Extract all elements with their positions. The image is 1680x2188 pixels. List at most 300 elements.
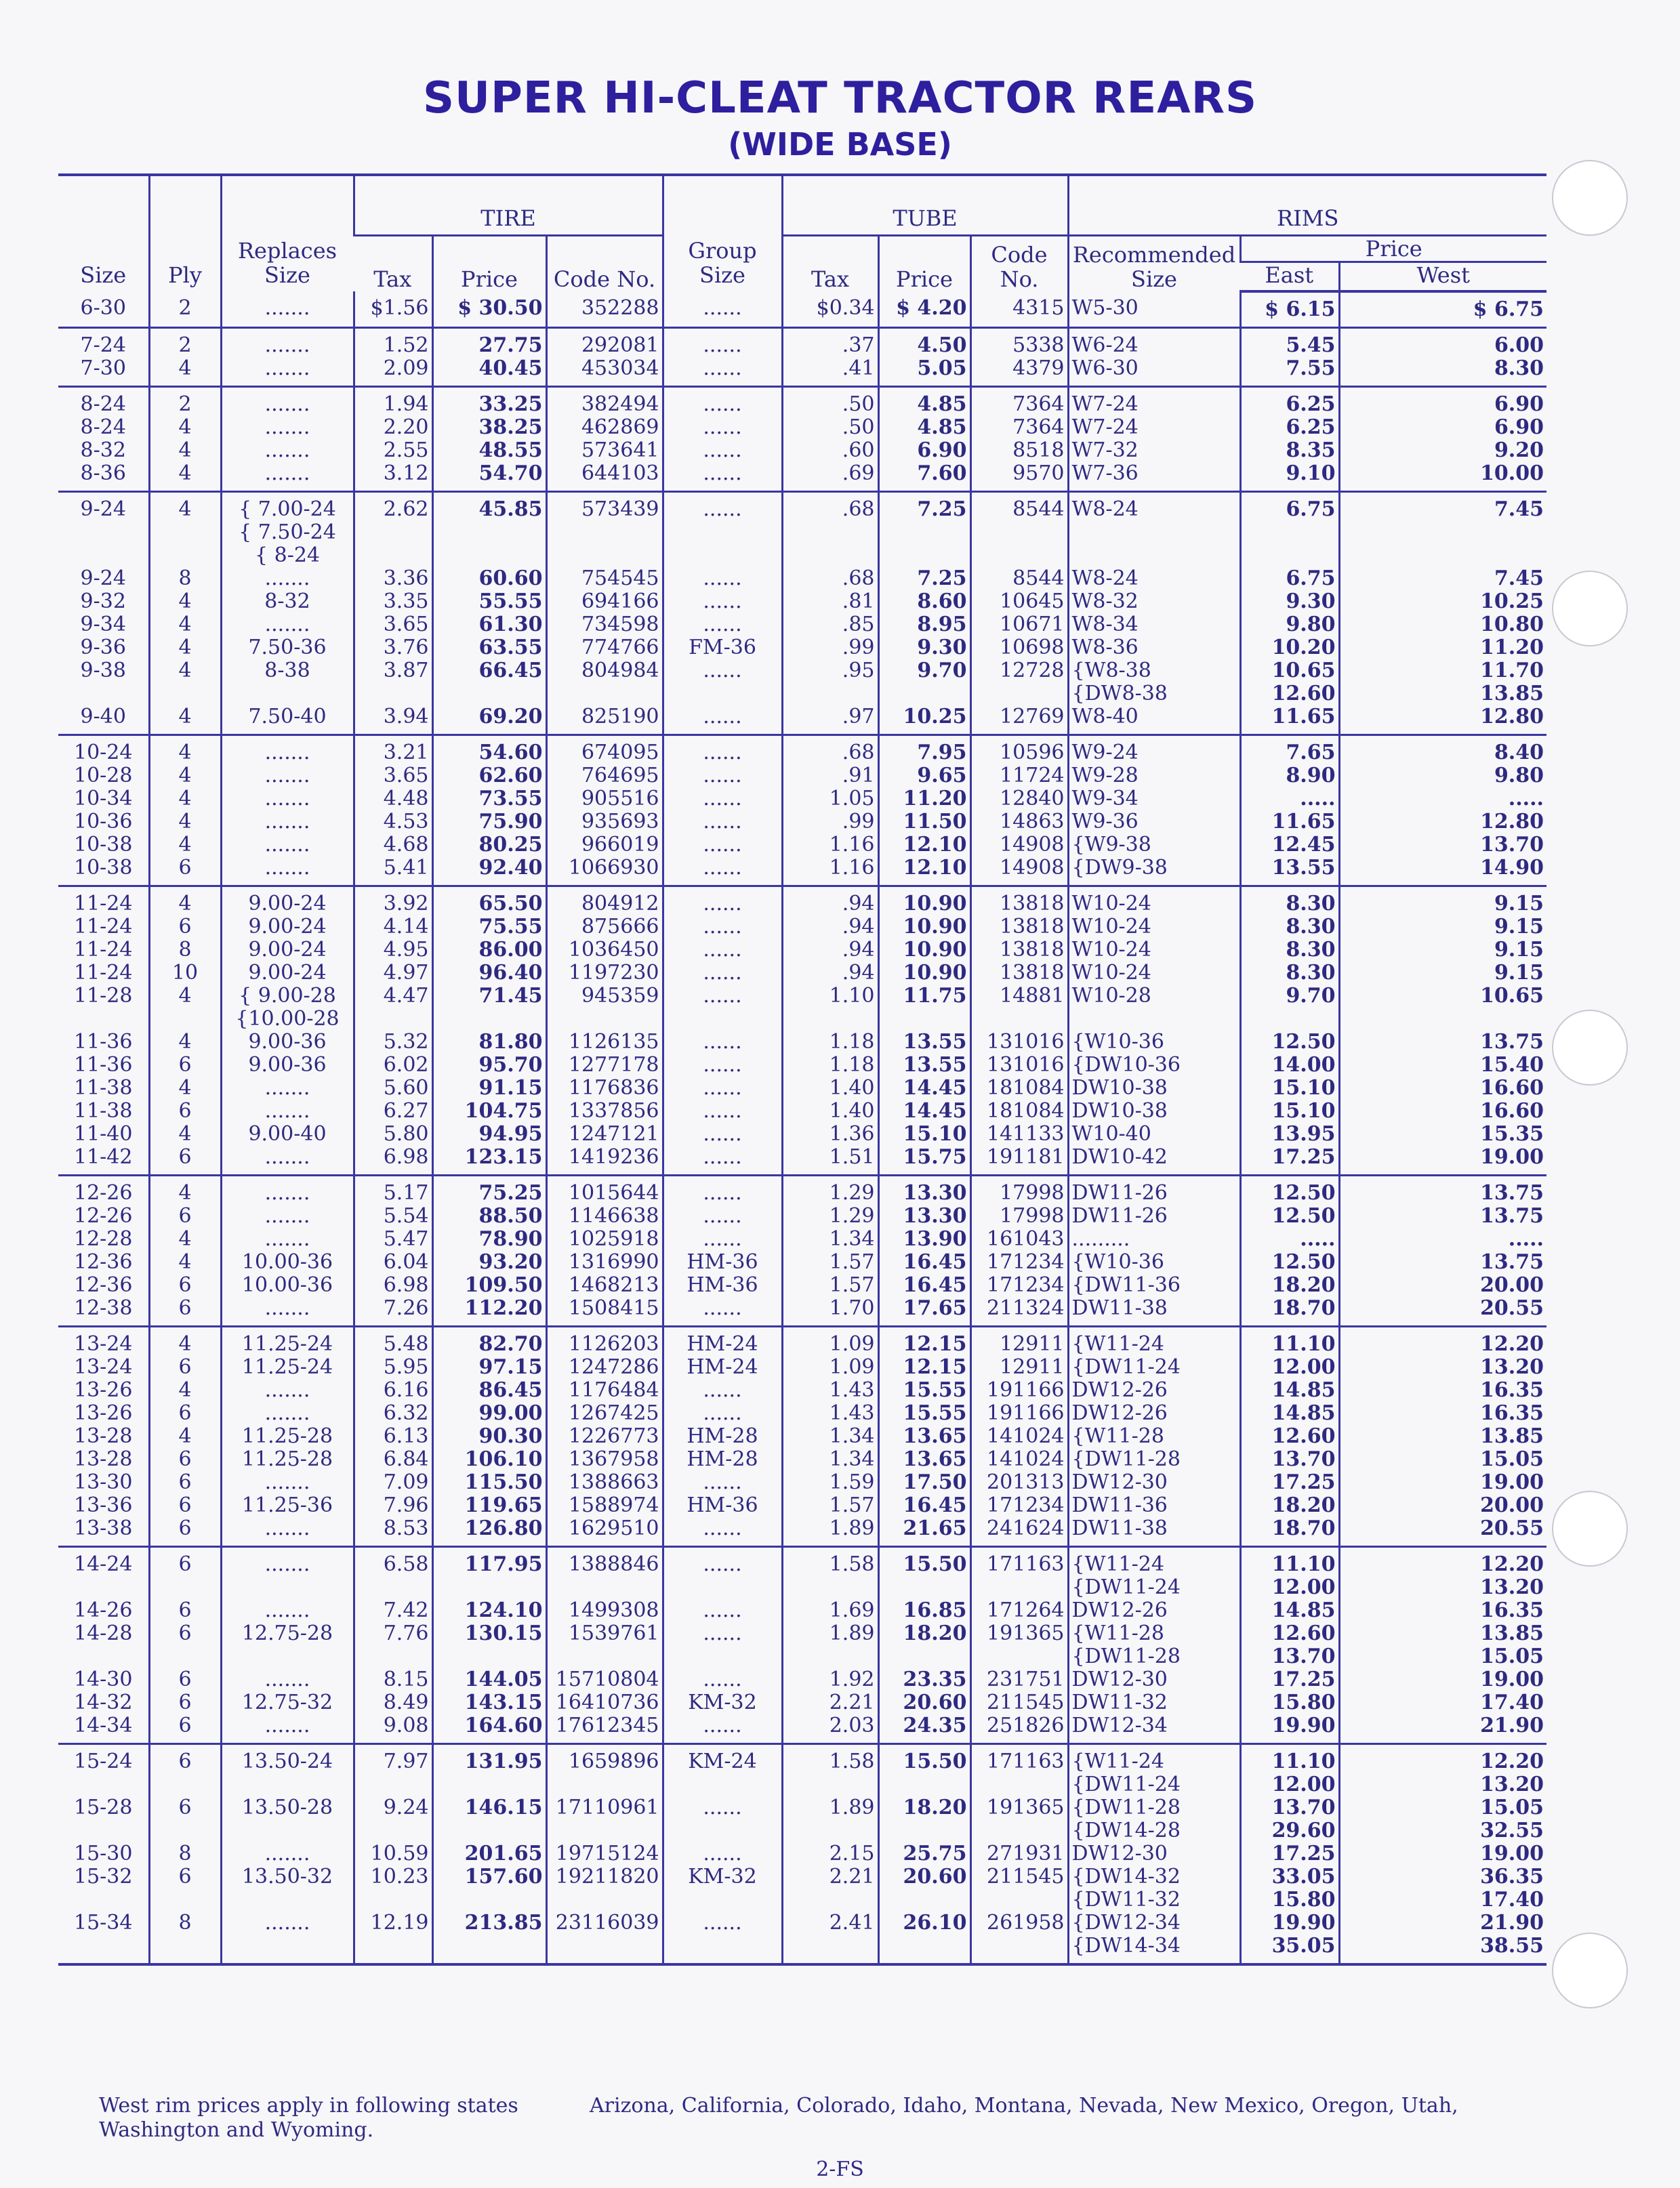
tube-code-cell: 211324 (970, 1297, 1068, 1327)
replaces-size-cell: ....... (221, 1297, 354, 1327)
ply-cell: 6 (149, 1356, 221, 1379)
tire-tax-cell: 6.32 (354, 1402, 432, 1425)
group-size-cell: ...... (663, 764, 782, 787)
rim-price-east-cell: 13.55 (1240, 856, 1339, 886)
table-row (58, 1622, 1546, 1668)
tube-price-cell: 9.70 (878, 659, 970, 705)
rim-price-east-cell: 6.75 (1240, 492, 1339, 568)
ply-cell: 8 (149, 938, 221, 962)
size-group (58, 1176, 1546, 1327)
tube-tax-cell: 2.15 (782, 1842, 878, 1865)
rim-price-east-cell: 14.85 (1240, 1599, 1339, 1622)
tire-price-cell: 62.60 (432, 764, 546, 787)
footer-note: West rim prices apply in following states Washington and Wyoming. (99, 2094, 518, 2142)
tube-code-cell: 201313 (970, 1471, 1068, 1494)
tire-tax-cell: 9.24 (354, 1796, 432, 1842)
tire-price-cell: 90.30 (432, 1425, 546, 1448)
size-cell: 13-30 (74, 1470, 133, 1494)
table-row (58, 1176, 1546, 1205)
rim-size-cell: {DW11-28 {DW14-28 (1068, 1796, 1240, 1842)
ply-cell: 2 (149, 291, 221, 328)
tube-tax-cell: $0.34 (782, 291, 878, 328)
tube-tax-cell: .99 (782, 636, 878, 659)
col-group: Group Size (663, 175, 782, 291)
size-group (58, 328, 1546, 387)
replaces-size-cell: 7.50-36 (221, 636, 354, 659)
rim-price-east-cell: 7.65 (1240, 735, 1339, 765)
tire-tax-cell: 3.87 (354, 659, 432, 705)
tube-price-cell: 10.90 (878, 938, 970, 962)
tire-price-cell: 54.70 (432, 462, 546, 492)
tire-code-cell: 1316990 (546, 1251, 663, 1274)
ply-cell: 4 (149, 659, 221, 705)
tube-code-cell: 14881 (970, 985, 1068, 1031)
tire-code-cell: 1419236 (546, 1146, 663, 1176)
tube-code-cell: 4379 (970, 357, 1068, 387)
tube-price-cell: 9.30 (878, 636, 970, 659)
tire-code-cell: 1367958 (546, 1448, 663, 1471)
rim-price-west-cell: ..... (1339, 787, 1546, 810)
rim-size-cell: W6-30 (1068, 357, 1240, 387)
size-group (58, 1744, 1546, 1965)
tire-code-cell: 1197230 (546, 962, 663, 985)
tire-price-cell: 63.55 (432, 636, 546, 659)
tire-code-cell: 754545 (546, 567, 663, 590)
tube-price-cell: 7.25 (878, 567, 970, 590)
tube-tax-cell: .50 (782, 387, 878, 417)
ply-cell: 6 (149, 1796, 221, 1842)
tire-tax-cell: 6.16 (354, 1379, 432, 1402)
tube-tax-cell: .85 (782, 613, 878, 636)
table-row (58, 833, 1546, 856)
rim-price-west-cell: 9.15 (1339, 915, 1546, 938)
tube-code-cell: 141024 (970, 1425, 1068, 1448)
tire-code-cell: 1468213 (546, 1274, 663, 1297)
replaces-size-cell: 11.25-24 (221, 1327, 354, 1357)
tire-code-cell: 17612345 (546, 1714, 663, 1744)
tire-price-cell: 99.00 (432, 1402, 546, 1425)
size-group (58, 291, 1546, 328)
tire-code-cell: 875666 (546, 915, 663, 938)
rim-price-east-cell: 14.00 (1240, 1054, 1339, 1077)
tire-code-cell: 19211820 (546, 1865, 663, 1912)
tube-code-cell: 171163 (970, 1744, 1068, 1797)
tube-code-cell: 5338 (970, 328, 1068, 358)
replaces-size-cell: ....... (221, 439, 354, 462)
rim-price-east-cell: 12.50 (1240, 1176, 1339, 1205)
tube-tax-cell: .41 (782, 357, 878, 387)
rim-price-west-cell: 10.80 (1339, 613, 1546, 636)
rim-size-cell: {W11-28 (1068, 1425, 1240, 1448)
rim-size-cell: DW11-38 (1068, 1517, 1240, 1547)
rim-size-cell: DW10-42 (1068, 1146, 1240, 1176)
replaces-size-cell: 9.00-24 (221, 938, 354, 962)
replaces-size-cell: 10.00-36 (221, 1251, 354, 1274)
replaces-size-cell: 11.25-28 (221, 1448, 354, 1471)
replaces-size-cell: 9.00-36 (221, 1054, 354, 1077)
size-cell: 11-24 (74, 892, 133, 915)
tire-code-cell: 966019 (546, 833, 663, 856)
tube-code-cell: 131016 (970, 1031, 1068, 1054)
tire-tax-cell: 2.09 (354, 357, 432, 387)
rim-size-cell: W8-24 (1068, 567, 1240, 590)
tube-code-cell: 191365 (970, 1622, 1068, 1668)
replaces-size-cell: ....... (221, 1228, 354, 1251)
tire-price-cell: 109.50 (432, 1274, 546, 1297)
group-size-cell: ...... (663, 291, 782, 328)
rim-price-west-cell: 15.40 (1339, 1054, 1546, 1077)
size-cell: 15-30 (74, 1842, 133, 1865)
replaces-size-cell: { 7.00-24 { 7.50-24 { 8-24 (221, 492, 354, 568)
replaces-size-cell: ....... (221, 1842, 354, 1865)
tube-tax-cell: 1.69 (782, 1599, 878, 1622)
ply-cell: 6 (149, 1691, 221, 1714)
rim-size-cell: W10-24 (1068, 962, 1240, 985)
tube-price-cell: 14.45 (878, 1100, 970, 1123)
rim-price-east-cell: 15.10 (1240, 1100, 1339, 1123)
tube-code-cell: 261958 (970, 1912, 1068, 1964)
table-row (58, 567, 1546, 590)
rim-price-east-cell: 8.35 (1240, 439, 1339, 462)
ply-cell: 6 (149, 1297, 221, 1327)
tire-price-cell: 75.55 (432, 915, 546, 938)
size-group (58, 1547, 1546, 1744)
group-size-cell: KM-24 (663, 1744, 782, 1797)
size-cell: 13-24 (74, 1332, 133, 1356)
size-cell: 11-38 (74, 1099, 133, 1123)
tire-price-cell: 97.15 (432, 1356, 546, 1379)
tire-tax-cell: 2.62 (354, 492, 432, 568)
tube-price-cell: 18.20 (878, 1622, 970, 1668)
rim-price-west-cell: 8.30 (1339, 357, 1546, 387)
tube-price-cell: 20.60 (878, 1691, 970, 1714)
tire-tax-cell: 8.53 (354, 1517, 432, 1547)
tube-code-cell: 12911 (970, 1327, 1068, 1357)
tube-code-cell: 8544 (970, 567, 1068, 590)
tire-tax-cell: 4.14 (354, 915, 432, 938)
replaces-size-cell: ....... (221, 1379, 354, 1402)
size-cell: 8-24 (80, 415, 126, 439)
rim-size-cell: W8-40 (1068, 705, 1240, 735)
tire-code-cell: 935693 (546, 810, 663, 833)
group-size-cell: ...... (663, 1054, 782, 1077)
rim-size-cell: {DW14-32 {DW11-32 (1068, 1865, 1240, 1912)
tire-code-cell: 804912 (546, 886, 663, 916)
tube-code-cell: 17998 (970, 1176, 1068, 1205)
tire-tax-cell: 7.96 (354, 1494, 432, 1517)
rim-price-east-cell: 8.30 (1240, 886, 1339, 916)
tube-price-cell: 4.85 (878, 416, 970, 439)
table-row (58, 1077, 1546, 1100)
size-cell: 11-24 (74, 915, 133, 938)
replaces-size-cell: 9.00-24 (221, 962, 354, 985)
tire-price-cell: 92.40 (432, 856, 546, 886)
rim-price-west-cell: 19.00 (1339, 1146, 1546, 1176)
tire-price-cell: 94.95 (432, 1123, 546, 1146)
replaces-size-cell: ....... (221, 735, 354, 765)
table-row (58, 462, 1546, 492)
tire-code-cell: 1066930 (546, 856, 663, 886)
tire-code-cell: 825190 (546, 705, 663, 735)
tube-code-cell: 11724 (970, 764, 1068, 787)
size-cell: 13-26 (74, 1401, 133, 1425)
size-cell: 13-26 (74, 1378, 133, 1402)
tube-tax-cell: .68 (782, 735, 878, 765)
ply-cell: 4 (149, 462, 221, 492)
tube-tax-cell: .50 (782, 416, 878, 439)
tube-tax-cell: 1.40 (782, 1077, 878, 1100)
rim-price-east-cell: 10.20 (1240, 636, 1339, 659)
size-cell: 11-38 (74, 1076, 133, 1100)
tube-price-cell: 7.60 (878, 462, 970, 492)
rim-price-east-cell: 18.70 (1240, 1297, 1339, 1327)
rim-price-west-cell: 9.15 (1339, 886, 1546, 916)
tube-price-cell: 6.90 (878, 439, 970, 462)
tire-price-cell: 93.20 (432, 1251, 546, 1274)
tire-tax-cell: 3.65 (354, 764, 432, 787)
tube-code-cell: 191166 (970, 1379, 1068, 1402)
rim-size-cell: W9-36 (1068, 810, 1240, 833)
tube-tax-cell: 1.70 (782, 1297, 878, 1327)
rim-size-cell: W7-24 (1068, 416, 1240, 439)
size-cell: 13-38 (58, 1517, 149, 1547)
size-cell: 10-36 (74, 810, 133, 833)
group-size-cell: ...... (663, 1100, 782, 1123)
replaces-size-cell: ....... (221, 613, 354, 636)
tire-tax-cell: 3.92 (354, 886, 432, 916)
replaces-size-cell: ....... (221, 1668, 354, 1691)
ply-cell: 6 (149, 1448, 221, 1471)
ply-cell: 4 (149, 357, 221, 387)
tube-price-cell: 10.25 (878, 705, 970, 735)
group-size-cell: ...... (663, 1146, 782, 1176)
replaces-size-cell: ....... (221, 1547, 354, 1600)
table-row (58, 735, 1546, 765)
tube-price-cell: 20.60 (878, 1865, 970, 1912)
replaces-size-cell: 11.25-36 (221, 1494, 354, 1517)
table-row (58, 1297, 1546, 1327)
tube-code-cell: 10698 (970, 636, 1068, 659)
group-size-cell: ...... (663, 613, 782, 636)
rim-price-west-cell: 19.00 (1339, 1471, 1546, 1494)
replaces-size-cell: ....... (221, 1599, 354, 1622)
tube-code-cell: 12911 (970, 1356, 1068, 1379)
size-cell: 12-26 (74, 1181, 133, 1205)
table-row (58, 1228, 1546, 1251)
size-cell: 15-28 (74, 1796, 133, 1819)
replaces-size-cell: 8-38 (221, 659, 354, 705)
ply-cell: 6 (149, 1054, 221, 1077)
tire-price-cell: 144.05 (432, 1668, 546, 1691)
rim-price-west-cell: 9.20 (1339, 439, 1546, 462)
tire-price-cell: 115.50 (432, 1471, 546, 1494)
tube-tax-cell: 1.58 (782, 1547, 878, 1600)
size-cell: 8-24 (80, 392, 126, 416)
group-size-cell: ...... (663, 915, 782, 938)
rim-price-west-cell: 9.15 (1339, 938, 1546, 962)
ply-cell: 6 (149, 1714, 221, 1744)
rim-price-east-cell: 13.95 (1240, 1123, 1339, 1146)
group-size-cell: ...... (663, 1402, 782, 1425)
size-group (58, 492, 1546, 735)
group-size-cell: HM-28 (663, 1448, 782, 1471)
rim-size-cell: DW11-26 (1068, 1176, 1240, 1205)
tube-tax-cell: 1.57 (782, 1494, 878, 1517)
rim-price-west-cell: 20.00 (1339, 1274, 1546, 1297)
tube-price-cell: 25.75 (878, 1842, 970, 1865)
size-cell: 14-32 (74, 1691, 133, 1714)
col-tire-tax: Tax (373, 266, 412, 292)
tube-code-cell: 8544 (970, 492, 1068, 568)
tube-code-cell: 14908 (970, 856, 1068, 886)
tire-tax-cell: 6.13 (354, 1425, 432, 1448)
tire-tax-cell: 3.35 (354, 590, 432, 613)
table-row (58, 915, 1546, 938)
tire-tax-cell: 5.54 (354, 1205, 432, 1228)
tire-tax-cell: 3.21 (354, 735, 432, 765)
group-size-cell: ...... (663, 416, 782, 439)
tire-price-cell: 201.65 (432, 1842, 546, 1865)
rim-price-east-cell: 18.20 (1240, 1274, 1339, 1297)
tire-code-cell: 19715124 (546, 1842, 663, 1865)
rim-price-west-cell: 13.20 (1339, 1356, 1546, 1379)
replaces-size-cell: 9.00-24 (221, 886, 354, 916)
rim-price-east-cell: ..... (1240, 1228, 1339, 1251)
tire-tax-cell: 4.68 (354, 833, 432, 856)
tire-tax-cell: 10.59 (354, 1842, 432, 1865)
table-row (58, 1031, 1546, 1054)
tube-price-cell: 12.15 (878, 1356, 970, 1379)
ply-cell: 2 (149, 328, 221, 358)
replaces-size-cell: 11.25-24 (221, 1356, 354, 1379)
tire-price-cell: 81.80 (432, 1031, 546, 1054)
tube-tax-cell: .91 (782, 764, 878, 787)
col-tire-code: Code No. (546, 236, 663, 292)
rim-price-east-cell: ..... (1240, 787, 1339, 810)
tube-price-cell: 8.60 (878, 590, 970, 613)
rim-price-west-cell: 8.40 (1339, 735, 1546, 765)
size-cell: 7-24 (80, 333, 126, 357)
tube-price-cell: 8.95 (878, 613, 970, 636)
rim-price-east-cell: 15.10 (1240, 1077, 1339, 1100)
tire-code-cell: 1539761 (546, 1622, 663, 1668)
group-size-cell: ...... (663, 985, 782, 1031)
rim-size-cell: DW12-30 (1068, 1842, 1240, 1865)
tire-tax-cell: 6.27 (354, 1100, 432, 1123)
group-size-cell: ...... (663, 1205, 782, 1228)
rim-size-cell: {DW10-36 (1068, 1054, 1240, 1077)
tire-price-cell: $ 30.50 (432, 291, 546, 328)
group-size-cell: ...... (663, 1517, 782, 1547)
rim-price-west-cell: 13.75 (1339, 1031, 1546, 1054)
rim-price-west-cell: 16.35 (1339, 1379, 1546, 1402)
tire-price-cell: 131.95 (432, 1744, 546, 1797)
replaces-size-cell: ....... (221, 1146, 354, 1176)
size-cell: 15-34 (58, 1912, 149, 1964)
replaces-size-cell: ....... (221, 416, 354, 439)
tire-code-cell: 1146638 (546, 1205, 663, 1228)
size-cell: 9-24 (80, 497, 126, 521)
tube-tax-cell: 1.89 (782, 1622, 878, 1668)
tube-tax-cell: 1.43 (782, 1379, 878, 1402)
tube-tax-cell: 1.09 (782, 1327, 878, 1357)
table-row (58, 1547, 1546, 1600)
tube-code-cell: 13818 (970, 915, 1068, 938)
rim-price-west-cell: 16.35 (1339, 1402, 1546, 1425)
group-size-cell: ...... (663, 938, 782, 962)
table-row (58, 1668, 1546, 1691)
tube-tax-cell: 2.21 (782, 1691, 878, 1714)
size-cell: 14-26 (74, 1598, 133, 1622)
tire-tax-cell: 7.42 (354, 1599, 432, 1622)
tire-code-cell: 382494 (546, 387, 663, 417)
tube-tax-cell: 1.57 (782, 1274, 878, 1297)
tube-tax-cell: .60 (782, 439, 878, 462)
group-size-cell: ...... (663, 439, 782, 462)
table-row (58, 1402, 1546, 1425)
tube-price-cell: 17.50 (878, 1471, 970, 1494)
tire-price-cell: 86.45 (432, 1379, 546, 1402)
tire-tax-cell: 10.23 (354, 1865, 432, 1912)
binder-hole (1552, 160, 1628, 236)
size-cell: 11-24 (74, 938, 133, 962)
table-row (58, 705, 1546, 735)
group-size-cell: ...... (663, 492, 782, 568)
tube-tax-cell: .97 (782, 705, 878, 735)
rim-price-west-cell: 10.25 (1339, 590, 1546, 613)
ply-cell: 4 (149, 833, 221, 856)
replaces-size-cell: ....... (221, 328, 354, 358)
rim-size-cell: DW12-26 (1068, 1379, 1240, 1402)
ply-cell: 4 (149, 764, 221, 787)
tire-code-cell: 573439 (546, 492, 663, 568)
tire-tax-cell: 2.55 (354, 439, 432, 462)
tire-code-cell: 1267425 (546, 1402, 663, 1425)
tube-tax-cell: 1.34 (782, 1228, 878, 1251)
replaces-size-cell: ....... (221, 810, 354, 833)
group-size-cell: ...... (663, 1796, 782, 1842)
group-size-cell: KM-32 (663, 1865, 782, 1912)
replaces-size-cell: ....... (221, 1402, 354, 1425)
tube-code-cell: 7364 (970, 416, 1068, 439)
ply-cell: 6 (149, 1865, 221, 1912)
rim-price-east-cell: 17.25 (1240, 1668, 1339, 1691)
rims-header: RIMS (1068, 175, 1546, 236)
group-size-cell: ...... (663, 833, 782, 856)
replaces-size-cell: ....... (221, 1471, 354, 1494)
ply-cell: 4 (149, 636, 221, 659)
ply-cell: 6 (149, 1146, 221, 1176)
tire-code-cell: 462869 (546, 416, 663, 439)
rim-price-east-cell: 12.60 13.70 (1240, 1622, 1339, 1668)
replaces-size-cell: ....... (221, 1176, 354, 1205)
tube-price-cell: 16.45 (878, 1274, 970, 1297)
tube-tax-cell: 2.03 (782, 1714, 878, 1744)
rim-price-east-cell: 13.70 (1240, 1448, 1339, 1471)
rim-price-east-cell: 9.30 (1240, 590, 1339, 613)
tire-code-cell: 1388663 (546, 1471, 663, 1494)
rim-price-west-cell: 16.35 (1339, 1599, 1546, 1622)
group-size-cell: ...... (663, 1077, 782, 1100)
group-size-cell: ...... (663, 387, 782, 417)
replaces-size-cell: 7.50-40 (221, 705, 354, 735)
rim-size-cell: {W11-24 {DW11-24 (1068, 1547, 1240, 1600)
size-cell: 13-24 (74, 1355, 133, 1379)
table-row (58, 1714, 1546, 1744)
size-cell: 14-24 (74, 1552, 133, 1576)
table-row (58, 1865, 1546, 1912)
tire-price-cell: 164.60 (432, 1714, 546, 1744)
